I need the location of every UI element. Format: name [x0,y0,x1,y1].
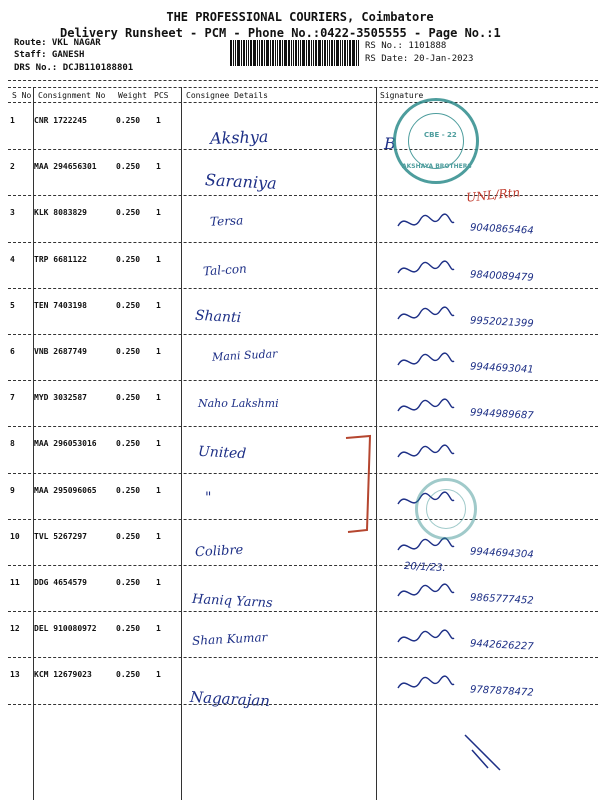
row-sno: 9 [10,485,15,495]
row-consignment-no: TEN 7403198 [34,300,87,310]
row-signature-scribble [396,395,456,421]
row-pcs: 1 [156,485,161,495]
row-pcs: 1 [156,624,161,634]
row-consignment-no: KLK 8083829 [34,208,87,218]
row-divider [8,611,598,612]
barcode-bar [272,40,274,66]
barcode-bar [331,40,333,66]
row-divider [8,426,598,427]
barcode-bar [315,40,317,66]
row-pcs: 1 [156,300,161,310]
barcode-bar [230,40,232,66]
col-weight: Weight [118,91,147,100]
row-signature-scribble [396,257,456,283]
header-rule [8,102,598,103]
barcode [230,40,360,66]
row-divider [8,288,598,289]
row-pcs: 1 [156,578,161,587]
row-sno: 12 [10,624,20,634]
row-signature-scribble [396,672,456,698]
row-pcs: 1 [156,393,161,403]
row-consignee-handwriting: Shanti [194,307,242,326]
barcode-bar [257,40,258,66]
row-consignment-no: KCM 12679023 [34,670,92,680]
row-consignee-handwriting: United [197,444,247,463]
row-phone-number: 9944694304 [469,546,534,561]
barcode-bar [270,40,271,66]
table-top-rule-2 [8,87,598,88]
barcode-bar [237,40,240,66]
barcode-bar [246,40,247,66]
row-pcs: 1 [156,347,161,356]
barcode-bar [243,40,245,66]
barcode-bar [293,40,294,66]
row-signature: B [384,134,396,153]
row-phone-number: 9040865464 [469,222,534,238]
row-weight: 0.250 [116,670,141,680]
row-consignment-no: MAA 295096065 [34,485,97,495]
barcode-bar [235,40,236,66]
row-sno: 8 [10,439,15,449]
row-consignment-no: VNB 2687749 [34,347,87,356]
row-consignee-handwriting: Mani Sudar [211,347,278,364]
barcode-bar [233,40,234,66]
row-consignment-no: TVL 5267297 [34,531,87,541]
barcode-bar [322,40,323,66]
barcode-bar [284,40,287,66]
barcode-bar [241,40,242,66]
row-sno: 1 [10,116,15,125]
barcode-bar [349,40,351,66]
row-phone-number: 9944989687 [469,407,534,422]
row-weight: 0.250 [116,485,141,495]
barcode-bar [295,40,297,66]
barcode-bar [342,40,343,66]
rs-date: RS Date: 20-Jan-2023 [365,54,474,64]
row-weight: 0.250 [116,116,141,125]
route-label: Route: VKL NAGAR [14,38,101,48]
row-sno: 5 [10,300,15,310]
stamp-text: AKSHAYA BROTHERS [402,163,472,170]
col-pcs: PCS [154,91,169,100]
row-weight: 0.250 [116,439,141,449]
row-phone-number: 9787878472 [469,684,534,700]
row-consignee-handwriting: Tersa [209,213,244,229]
row-phone-number: 9840089479 [469,268,534,284]
row-divider [8,380,598,381]
barcode-bar [261,40,263,66]
row-weight: 0.250 [116,162,141,172]
company-stamp [393,98,479,184]
barcode-bar [311,40,312,66]
row-weight: 0.250 [116,208,141,218]
row-consignee-handwriting: Naho Lakshmi [198,397,279,411]
row-pcs: 1 [156,670,161,680]
row-consignee-handwriting: Saraniya [204,170,278,194]
row-signature-scribble [396,349,456,375]
row-weight: 0.250 [116,624,141,634]
row-consignment-no: CNR 1722245 [34,116,87,125]
row-divider [8,657,598,658]
row-sno: 11 [10,578,20,587]
barcode-bar [318,40,321,66]
return-note: UNL/Rtn [465,185,521,205]
row-consignee-handwriting: Shan Kumar [191,630,268,649]
barcode-bar [352,40,355,66]
row-consignment-no: DEL 910080972 [34,624,97,634]
barcode-bar [356,40,357,66]
row-consignee-handwriting: Nagarajan [189,688,271,711]
row-consignment-no: DDG 4654579 [34,578,87,587]
row-phone-number: 9944693041 [469,361,534,376]
row-phone-number: 9952021399 [469,315,534,330]
row-sno: 10 [10,531,20,541]
barcode-bar [264,40,265,66]
row-consignee-handwriting: Colibre [194,542,244,561]
table-top-rule [8,80,598,81]
barcode-bar [358,40,359,66]
row-pcs: 1 [156,162,161,172]
barcode-bar [288,40,290,66]
row-pcs: 1 [156,439,161,449]
row-consignee-handwriting: Tal-con [202,261,248,279]
row-pcs: 1 [156,116,161,125]
row-weight: 0.250 [116,300,141,310]
row-weight: 0.250 [116,347,141,356]
pen-scribble-mark [460,730,520,780]
row-weight: 0.250 [116,254,141,264]
row-divider [8,149,598,150]
row-signature-scribble [396,626,456,652]
barcode-bar [266,40,269,66]
row-signature-scribble [396,441,456,467]
row-divider [8,473,598,474]
barcode-bar [313,40,314,66]
row-sno: 4 [10,254,15,264]
barcode-bar [298,40,299,66]
row-sno: 7 [10,393,15,403]
row-consignee-handwriting: Akshya [209,126,269,149]
row-pcs: 1 [156,254,161,264]
row-signature-scribble [396,303,456,329]
barcode-bar [282,40,283,66]
barcode-bar [308,40,310,66]
row-signature-scribble [396,210,456,236]
drs-number: DRS No.: DCJB110188801 [14,63,134,73]
barcode-bar [250,40,252,66]
row-signature-scribble [396,580,456,606]
row-consignee-handwriting: Haniq Yarns [191,591,273,612]
col-consignee-details: Consignee Details [186,91,268,100]
barcode-bar [334,40,335,66]
row-sno: 13 [10,670,20,680]
barcode-bar [291,40,292,66]
company-title: THE PROFESSIONAL COURIERS, Coimbatore [166,10,434,24]
row-weight: 0.250 [116,393,141,403]
barcode-bar [253,40,256,66]
staff-label: Staff: GANESH [14,50,85,60]
barcode-bar [324,40,326,66]
row-consignee-handwriting: " [205,489,212,506]
delivery-date-note: 20/1/23. [403,560,446,575]
barcode-bar [340,40,341,66]
barcode-bar [306,40,307,66]
row-pcs: 1 [156,531,161,541]
row-sno: 3 [10,208,15,218]
col-signature: Signature [380,91,424,100]
barcode-bar [329,40,330,66]
row-divider [8,704,598,705]
row-divider [8,242,598,243]
row-divider [8,334,598,335]
runsheet-title: Delivery Runsheet - PCM - Phone No.:0422-3505555 - Page No.:1 [60,26,501,40]
row-weight: 0.250 [116,578,141,587]
red-bracket-mark [340,430,380,540]
barcode-bar [347,40,348,66]
faded-stamp [415,478,477,540]
row-consignment-no: MAA 294656301 [34,162,97,172]
col-consignment: Consignment No [38,91,106,100]
row-weight: 0.250 [116,531,141,541]
row-phone-number: 9865777452 [469,592,534,607]
row-phone-number: 9442626227 [469,638,534,653]
rs-number: RS No.: 1101888 [365,41,447,51]
row-sno: 6 [10,347,15,356]
column-divider [181,87,182,800]
barcode-bar [327,40,328,66]
barcode-bar [300,40,301,66]
row-consignment-no: MYD 3032587 [34,393,87,403]
row-sno: 2 [10,162,15,172]
barcode-bar [279,40,281,66]
barcode-bar [302,40,305,66]
row-pcs: 1 [156,208,161,218]
col-sno: S No [12,91,32,100]
stamp-sub-text: CBE - 22 [424,131,457,139]
barcode-bar [248,40,249,66]
barcode-bar [277,40,278,66]
row-consignment-no: TRP 6681122 [34,254,87,264]
barcode-bar [344,40,346,66]
row-divider [8,565,598,566]
row-divider [8,519,598,520]
barcode-bar [275,40,276,66]
barcode-bar [336,40,339,66]
barcode-bar [259,40,260,66]
row-consignment-no: MAA 296053016 [34,439,97,449]
